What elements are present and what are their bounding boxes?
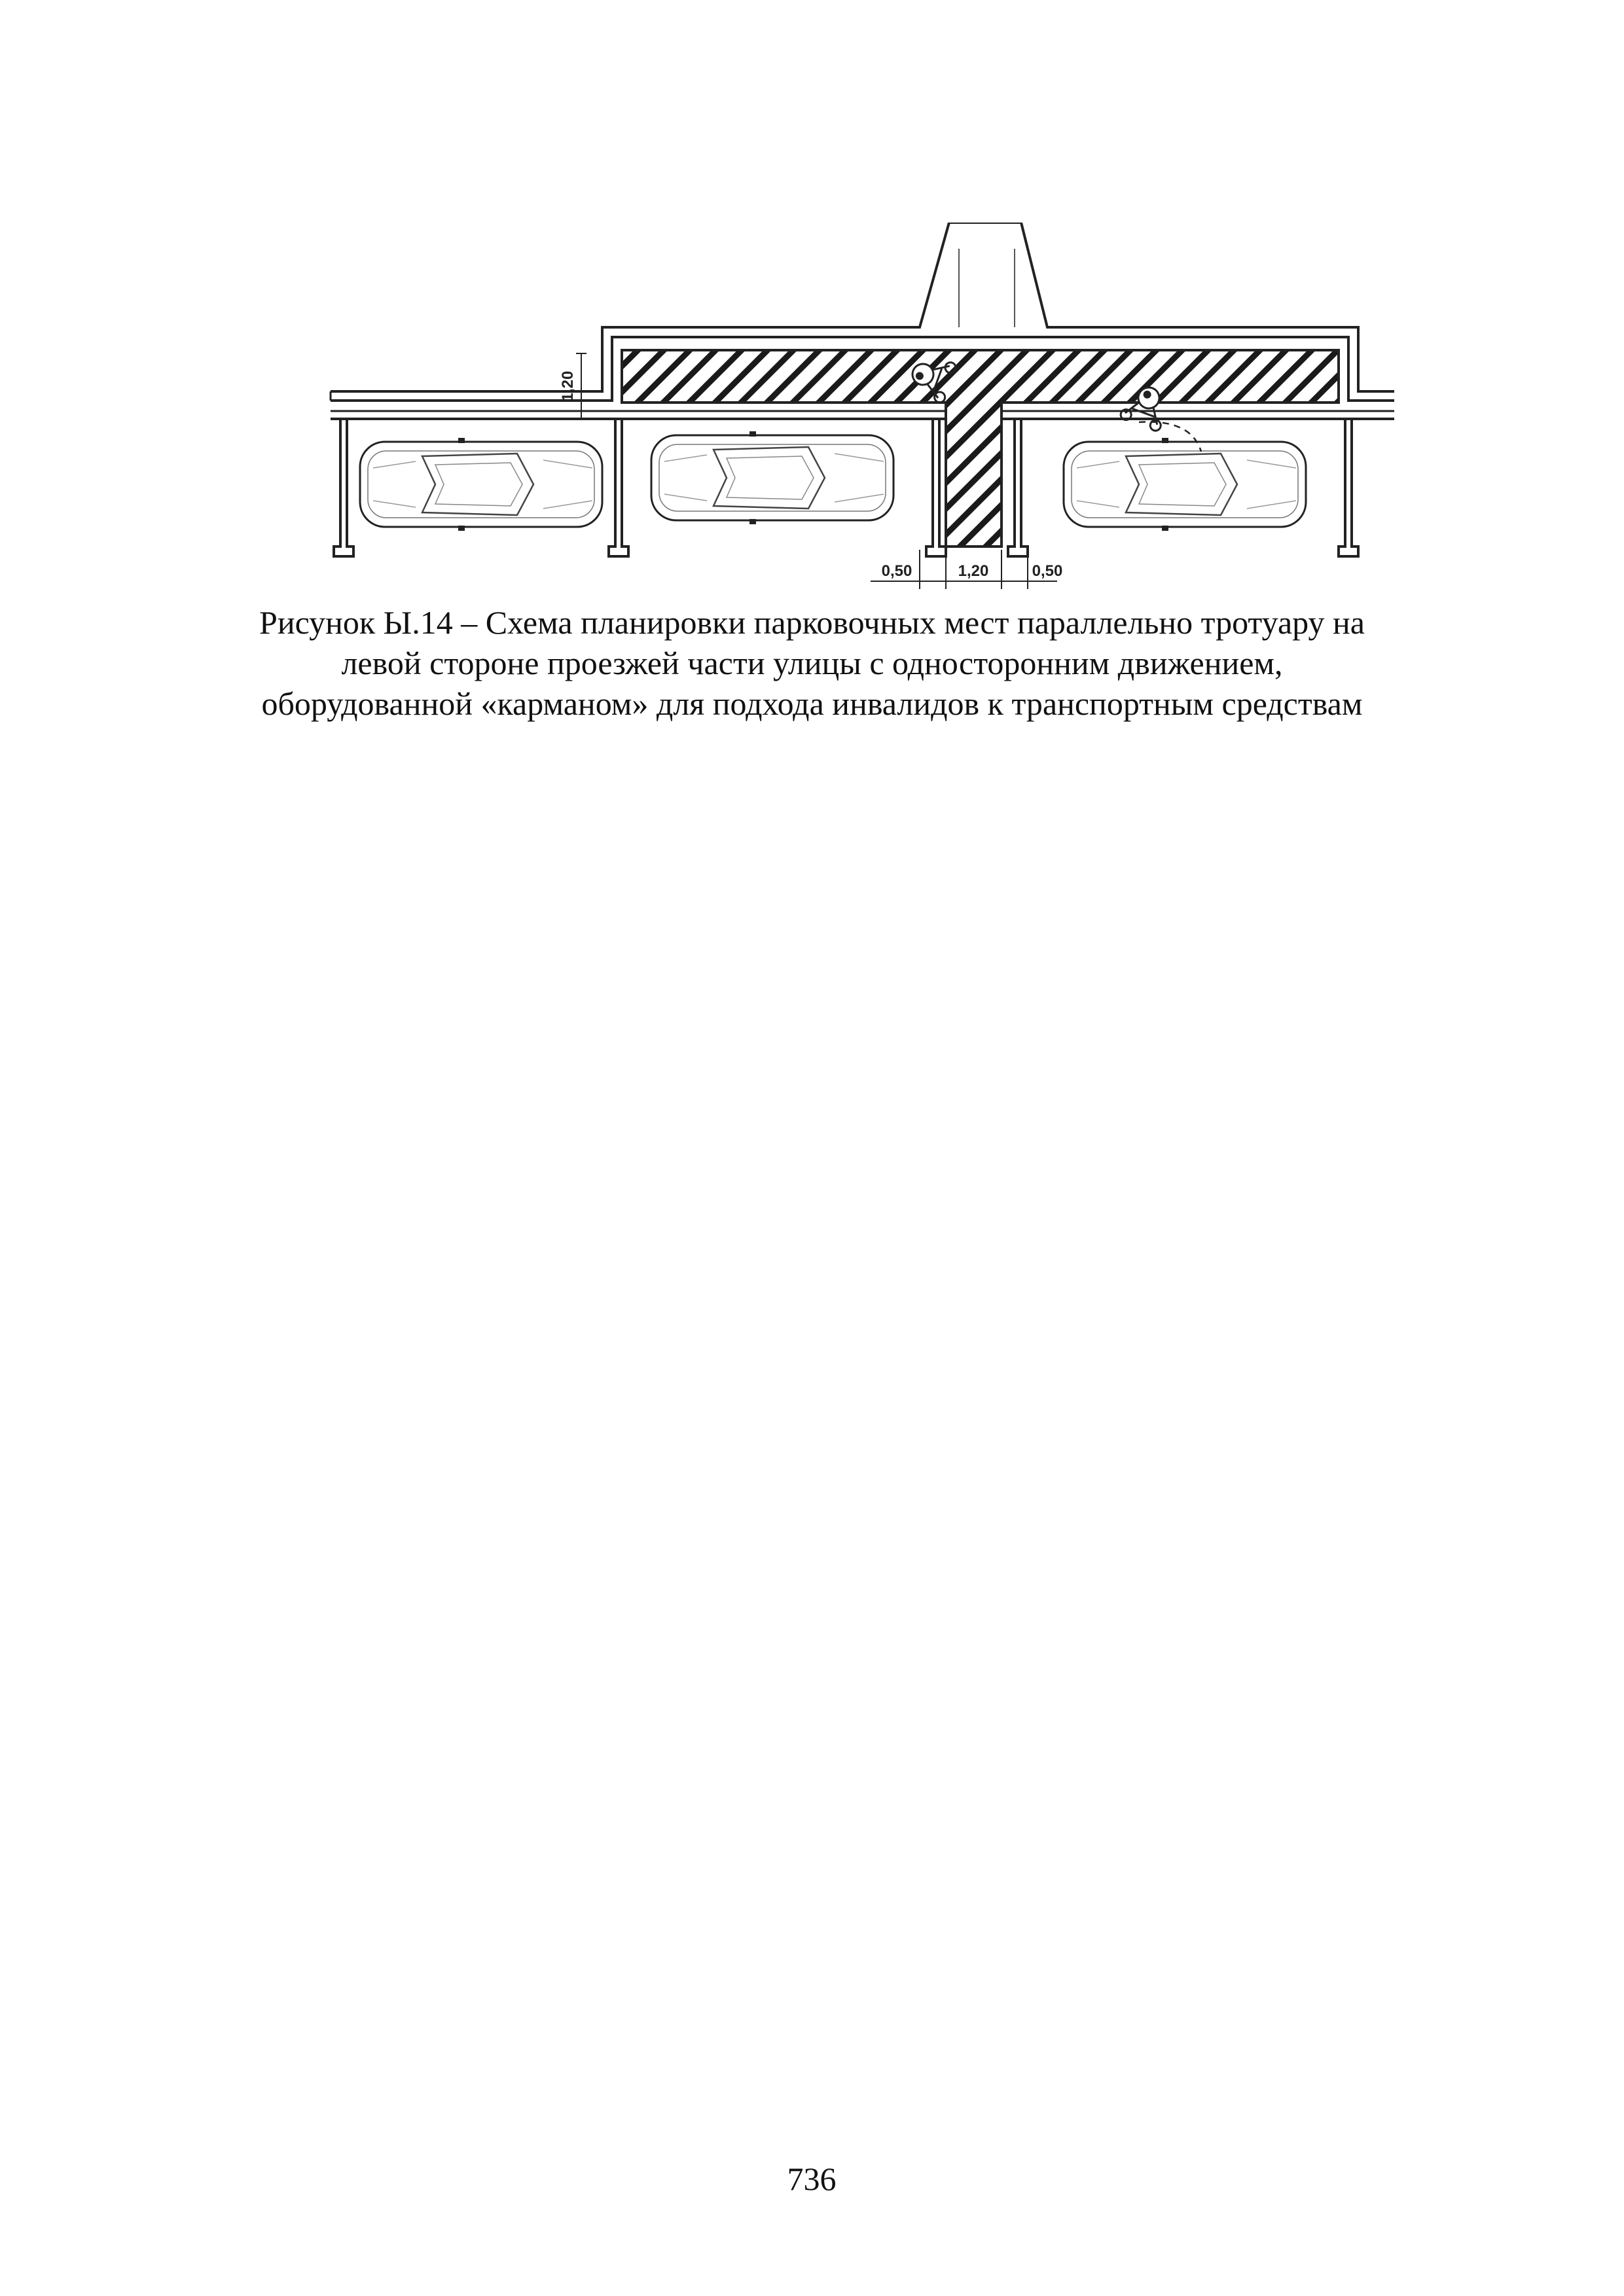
dimension-label-passage: 1,20 — [958, 562, 989, 580]
page-number: 736 — [787, 2161, 837, 2197]
dimension-label-right-gap: 0,50 — [1032, 562, 1063, 580]
dimension-vertical — [559, 353, 586, 419]
car-icon — [651, 431, 893, 524]
caption-line: Рисунок Ы.14 – Схема планировки парковочных мест параллельно тротуару на — [259, 604, 1365, 641]
figure-caption — [118, 602, 1506, 724]
caption-line: левой стороне проезжей части улицы с односторонним движением, — [341, 645, 1283, 681]
dimension-label-left-gap: 0,50 — [881, 562, 912, 580]
car-icon — [360, 438, 602, 531]
dimension-label-vertical: 1,20 — [559, 370, 577, 402]
parking-layout-diagram — [321, 223, 1401, 596]
caption-line: оборудованной «карманом» для подхода инвалидов к транспортным средствам — [261, 685, 1363, 722]
car-icon — [1064, 438, 1306, 531]
